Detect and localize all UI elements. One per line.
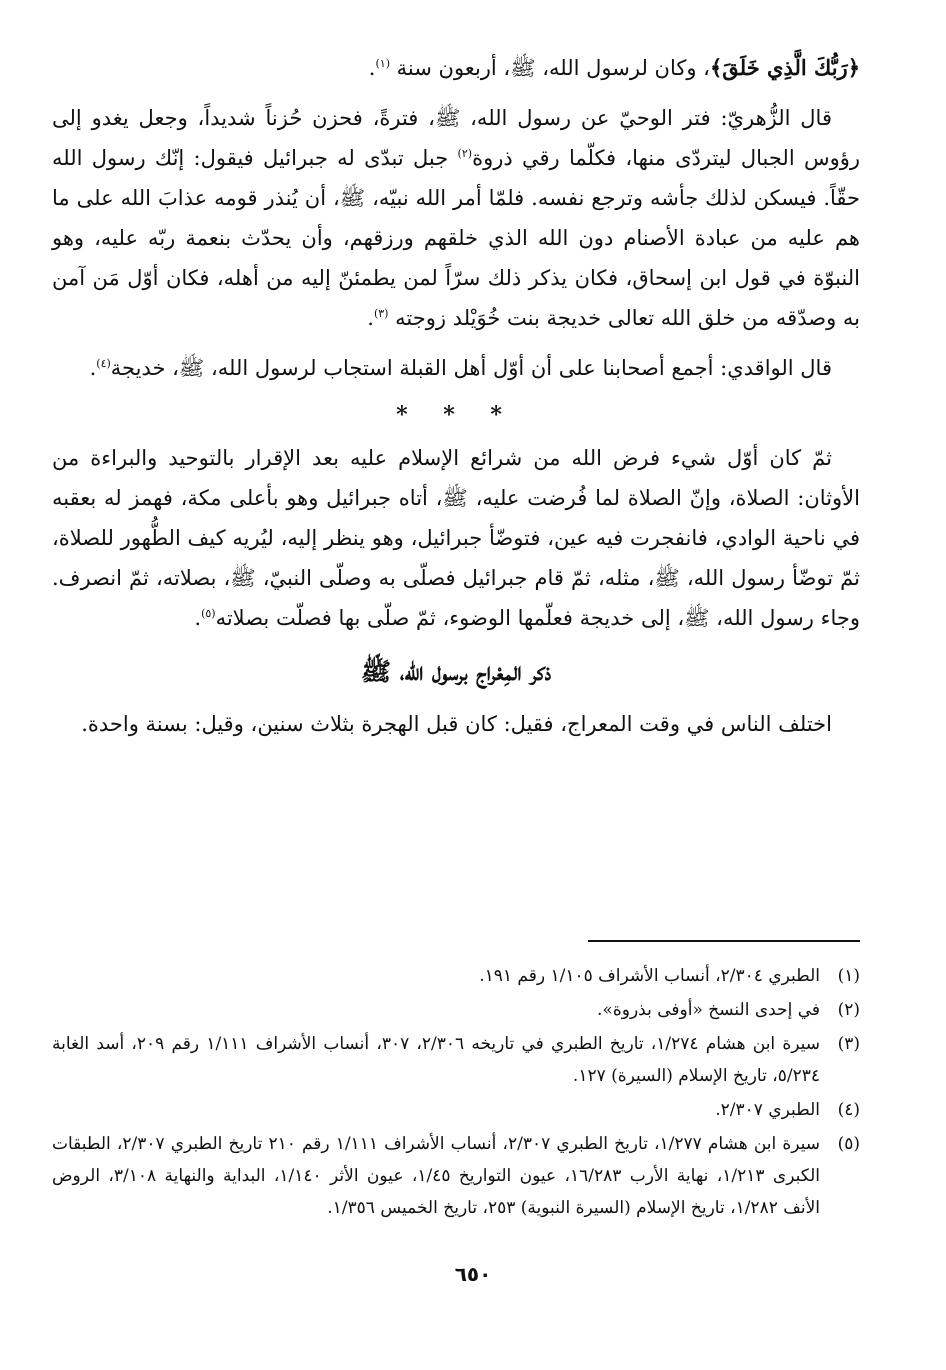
footnote-text: في إحدى النسخ «أوفى بذروة». xyxy=(597,1000,820,1020)
section-separator-stars: * * * xyxy=(396,402,516,428)
section-heading: ذكر المِعْراج برسول الله، ﷺ xyxy=(360,657,552,686)
footnote-ref-3: (٣) xyxy=(373,307,389,320)
opening-end: . xyxy=(368,56,376,80)
footnote-number: (١) xyxy=(837,966,860,986)
footnote-number: (٤) xyxy=(837,1100,860,1120)
paragraph-waqidi xyxy=(52,348,860,388)
footnote-item xyxy=(52,960,860,992)
paragraph-prayer xyxy=(52,438,860,638)
footnote-number: (٢) xyxy=(837,1000,860,1020)
footnotes xyxy=(52,960,860,1226)
footnote-item xyxy=(52,1028,860,1092)
paragraph-zuhri-text-2: جبل تبدّى له جبرائيل فيقول: إنّك رسول الله حقّاً. فيسكن لذلك جأشه وترجع نفسه. فلمّا أمر الله نبيّه، ﷺ، أن يُنذر قومه عذابَ الله على ما هم عليه من عبادة الأصنام دون الله الذي خلقهم ورزقهم، وأن يحدّث بنعمة ربّه عليه، وهو النبوّة في قول ابن إسحاق، فكان يذكر ذلك سرّاً لمن يطمئنّ إليه من أهله، فكان أوّل مَن آمن به وصدّقه من خلق الله تعالى خديجة بنت خُوَيْلد زوجته xyxy=(52,146,860,330)
footnote-number: (٥) xyxy=(837,1134,860,1154)
footnote-item xyxy=(52,1094,860,1126)
footnote-text: الطبري ٢/٣٠٧. xyxy=(715,1100,820,1120)
main-text xyxy=(52,48,860,744)
paragraph-prayer-end: . xyxy=(194,606,202,630)
footnote-number: (٣) xyxy=(837,1034,860,1054)
footnote-text: سيرة ابن هشام ١/٢٧٧، تاريخ الطبري ٢/٣٠٧، أنساب الأشراف ١/١١١ رقم ٢١٠ تاريخ الطبري ٢/٣٠٧، الطبقات الكبرى ١/٢١٣، نهاية الأرب ١٦/٢٨٣، عيون التواريخ ١/٤٥، عيون الأثر ١/١٤٠، البداية والنهاية ٣/١٠٨، الروض الأنف ١/٢٨٢، تاريخ الإسلام (السيرة النبوية) ٢٥٣، تاريخ الخميس ١/٣٥٦. xyxy=(52,1134,820,1218)
footnote-item xyxy=(52,1128,860,1224)
footnote-ref-2: (٢) xyxy=(457,147,473,160)
footnote-divider xyxy=(588,940,860,942)
quran-quote: ﴿رَبُّكَ الَّذِي خَلَقَ﴾ xyxy=(709,55,860,80)
paragraph-zuhri-text: قال الزُّهريّ: فتر الوحيّ عن رسول الله، ﷺ، فترةً، فحزن حُزناً شديداً، وجعل يغدو إلى رؤوس الجبال ليتردّى منها، فكلّما رقي ذروة xyxy=(52,106,860,170)
footnote-ref-1: (١) xyxy=(375,57,390,70)
paragraph-miraj: اختلف الناس في وقت المعراج، فقيل: كان قبل الهجرة بثلاث سنين، وقيل: بسنة واحدة. xyxy=(81,712,832,736)
footnote-text: سيرة ابن هشام ١/٢٧٤، تاريخ الطبري في تاريخه ٢/٣٠٦، ٣٠٧، أنساب الأشراف ١/١١١ رقم ٢٠٩، أسد الغابة ٥/٢٣٤، تاريخ الإسلام (السيرة) ١٢٧. xyxy=(52,1034,821,1086)
paragraph-zuhri xyxy=(52,98,860,338)
opening-line xyxy=(52,48,860,88)
paragraph-waqidi-text: قال الواقدي: أجمع أصحابنا على أن أوّل أهل القبلة استجاب لرسول الله، ﷺ، خديجة xyxy=(110,356,832,380)
paragraph-prayer-text: ثمّ كان أوّل شيء فرض الله من شرائع الإسلام عليه بعد الإقرار بالتوحيد والبراءة من الأوثان: الصلاة، وإنّ الصلاة لما فُرضت عليه، ﷺ، أتاه جبرائيل وهو بأعلى مكة، فهمز له بعقبه في ناحية الوادي، فانفجرت فيه عين، فتوضّأ جبرائيل، وهو ينظر إليه، ليُريه كيف الطُّهور للصلاة، ثمّ توضّأ رسول الله، ﷺ، مثله، ثمّ قام جبرائيل فصلّى به وصلّى النبيّ، ﷺ، بصلاته، ثمّ انصرف. وجاء رسول الله، ﷺ، إلى خديجة فعلّمها الوضوء، ثمّ صلّى بها فصلّت بصلاته xyxy=(52,446,860,630)
footnote-text: الطبري ٢/٣٠٤، أنساب الأشراف ١/١٠٥ رقم ١٩١. xyxy=(479,966,820,986)
paragraph-zuhri-end: . xyxy=(367,306,374,330)
page-number: ٦٥٠ xyxy=(454,1262,492,1286)
footnote-item xyxy=(52,994,860,1026)
paragraph-waqidi-end: . xyxy=(89,356,97,380)
footnote-ref-5: (٥) xyxy=(201,607,216,620)
opening-text: ، وكان لرسول الله، ﷺ، أربعون سنة xyxy=(396,56,710,80)
footnote-ref-4: (٤) xyxy=(96,357,111,370)
